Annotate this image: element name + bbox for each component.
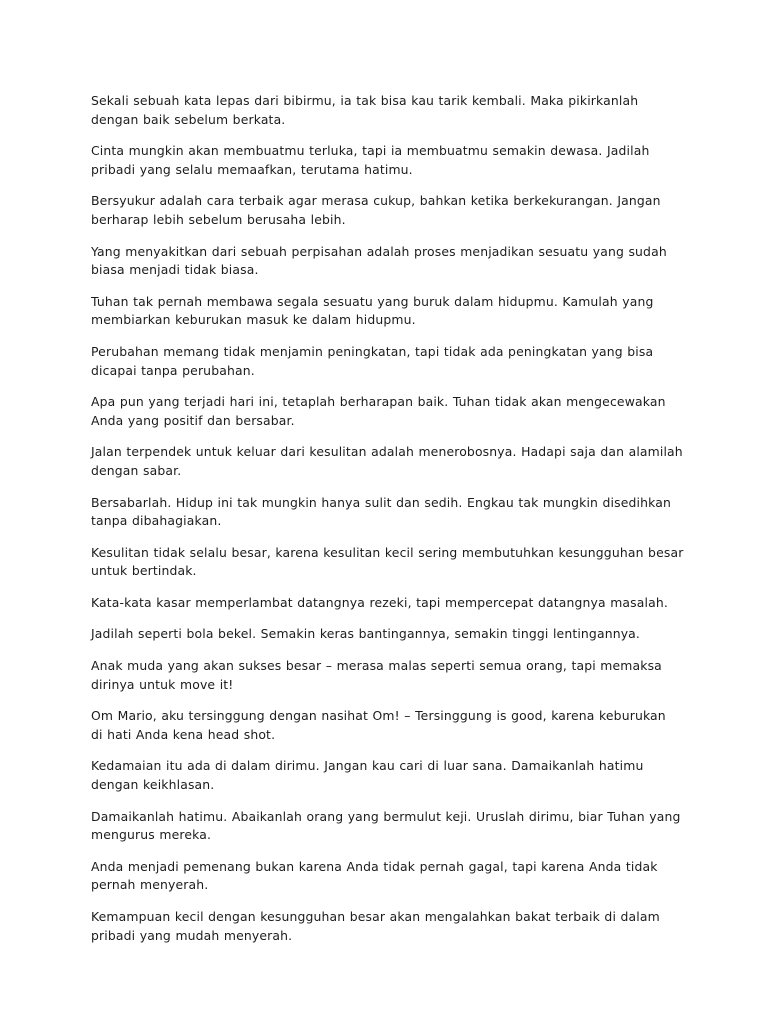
paragraph (91, 343, 691, 380)
paragraph-line: biasa menjadi tidak biasa. (91, 262, 259, 278)
paragraph-line: Apa pun yang terjadi hari ini, tetaplah berharapan baik. Tuhan tidak akan mengecewakan (91, 394, 666, 410)
paragraph (91, 293, 691, 330)
paragraph (91, 858, 691, 895)
paragraph-line: pribadi yang mudah menyerah. (91, 927, 293, 943)
paragraph (91, 243, 691, 280)
paragraph (91, 544, 691, 581)
paragraph-line: Bersabarlah. Hidup ini tak mungkin hanya sulit dan sedih. Engkau tak mungkin disedihkan (91, 494, 671, 510)
paragraph-line: Om Mario, aku tersinggung dengan nasihat Om! – Tersinggung is good, karena keburukan (91, 708, 666, 724)
paragraph-line: Tuhan tak pernah membawa segala sesuatu yang buruk dalam hidupmu. Kamulah yang (91, 293, 654, 309)
paragraph-line: Kata-kata kasar memperlambat datangnya rezeki, tapi mempercepat datangnya masalah. (91, 594, 668, 610)
paragraph-line: Damaikanlah hatimu. Abaikanlah orang yang bermulut keji. Uruslah dirimu, biar Tuhan yang (91, 808, 681, 824)
paragraph-line: Yang menyakitkan dari sebuah perpisahan adalah proses menjadikan sesuatu yang sudah (91, 243, 667, 259)
paragraph-line: berharap lebih sebelum berusaha lebih. (91, 211, 346, 227)
paragraph (91, 594, 691, 613)
paragraph-line: Anda yang positif dan bersabar. (91, 412, 295, 428)
paragraph-line: membiarkan keburukan masuk ke dalam hidupmu. (91, 312, 416, 328)
paragraph (91, 908, 691, 945)
paragraph-line: Jadilah seperti bola bekel. Semakin keras bantingannya, semakin tinggi lentingannya. (91, 626, 641, 642)
paragraph (91, 494, 691, 531)
paragraph (91, 443, 691, 480)
paragraph-line: untuk bertindak. (91, 563, 197, 579)
paragraph-line: dengan baik sebelum berkata. (91, 111, 286, 127)
paragraph-line: dengan keikhlasan. (91, 777, 215, 793)
paragraph-line: Anak muda yang akan sukses besar – merasa malas seperti semua orang, tapi memaksa (91, 658, 662, 674)
paragraph-line: Perubahan memang tidak menjamin peningkatan, tapi tidak ada peningkatan yang bisa (91, 343, 654, 359)
paragraph-line: Kedamaian itu ada di dalam dirimu. Jangan kau cari di luar sana. Damaikanlah hatimu (91, 758, 644, 774)
paragraph-line: Anda menjadi pemenang bukan karena Anda tidak pernah gagal, tapi karena Anda tidak (91, 858, 658, 874)
paragraph (91, 393, 691, 430)
paragraph (91, 142, 691, 179)
paragraph-line: dirinya untuk move it! (91, 676, 234, 692)
paragraph-line: di hati Anda kena head shot. (91, 726, 276, 742)
paragraph-line: dengan sabar. (91, 462, 182, 478)
paragraph-line: pribadi yang selalu memaafkan, terutama hatimu. (91, 161, 413, 177)
paragraph-line: Sekali sebuah kata lepas dari bibirmu, ia tak bisa kau tarik kembali. Maka pikirkanlah (91, 93, 639, 108)
paragraph-line: Bersyukur adalah cara terbaik agar merasa cukup, bahkan ketika berkekurangan. Jangan (91, 193, 661, 209)
paragraph-line: dicapai tanpa perubahan. (91, 362, 255, 378)
paragraph (91, 808, 691, 845)
paragraph (91, 657, 691, 694)
paragraph (91, 757, 691, 794)
paragraph-line: Kemampuan kecil dengan kesungguhan besar akan mengalahkan bakat terbaik di dalam (91, 909, 660, 924)
paragraph-line: mengurus mereka. (91, 827, 212, 843)
paragraph-line: tanpa dibahagiakan. (91, 513, 222, 529)
paragraph (91, 92, 691, 129)
document-body (91, 92, 691, 958)
paragraph-line: Jalan terpendek untuk keluar dari kesulitan adalah menerobosnya. Hadapi saja dan alamilah (91, 444, 683, 460)
paragraph (91, 625, 691, 644)
paragraph (91, 192, 691, 229)
paragraph-line: Kesulitan tidak selalu besar, karena kesulitan kecil sering membutuhkan kesungguhan besar (91, 544, 684, 560)
paragraph (91, 707, 691, 744)
paragraph-line: pernah menyerah. (91, 877, 209, 893)
paragraph-line: Cinta mungkin akan membuatmu terluka, tapi ia membuatmu semakin dewasa. Jadilah (91, 143, 650, 159)
